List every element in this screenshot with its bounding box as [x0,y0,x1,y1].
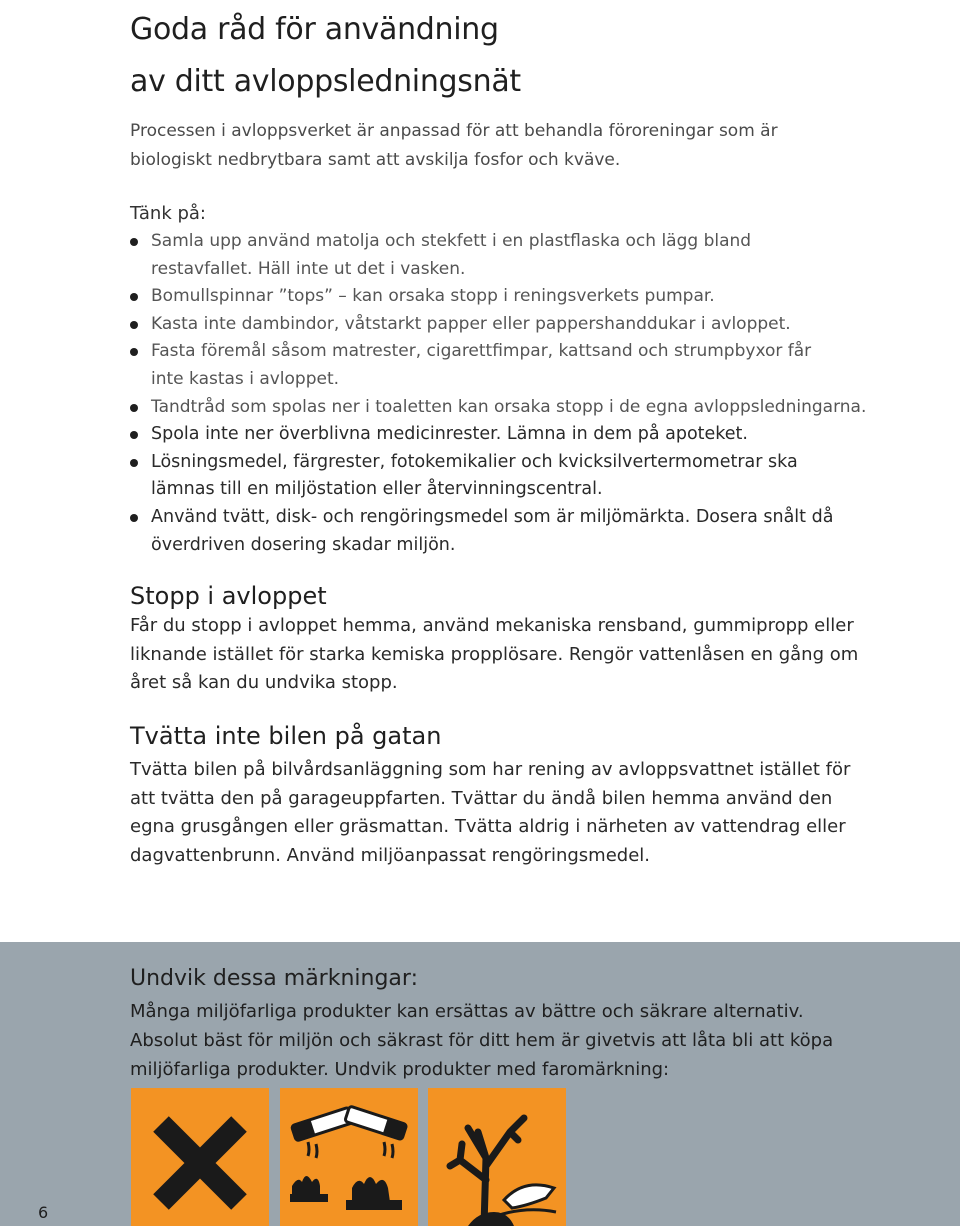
bullet-icon [130,404,138,412]
markningar-paragraph [130,997,930,1084]
page-number: 6 [38,1203,49,1222]
bilen-line: dagvattenbrunn. Använd miljöanpassat rengöringsmedel. [130,844,650,866]
bilen-line: att tvätta den på garageuppfarten. Tvättar du ändå bilen hemma använd den [130,787,833,809]
bullet-icon [130,238,138,246]
list-item-text: lämnas till en miljöstation eller återvinningscentral. [151,479,603,500]
bilen-line: egna grusgången eller gräsmattan. Tvätta aldrig i närheten av vattendrag eller [130,816,846,837]
tips-heading: Tänk på: [130,203,206,224]
bullet-icon [130,293,138,301]
stopp-paragraph [130,612,930,698]
bilen-paragraph [130,756,930,870]
intro-line: biologiskt nedbrytbara samt att avskilja fosfor och kväve. [130,150,621,170]
list-item-text: Lösningsmedel, färgrester, fotokemikalier och kvicksilvertermometrar ska [151,451,798,472]
list-item [130,338,930,393]
markningar-line: Absolut bäst för miljön och säkrast för ditt hem är givetvis att låta bli att köpa [130,1030,834,1051]
list-item-text: Kasta inte dambindor, våtstarkt papper eller pappershanddukar i avloppet. [151,313,791,334]
tips-list [130,228,930,559]
stopp-line: Får du stopp i avloppet hemma, använd mekaniska rensband, gummipropp eller [130,615,854,636]
list-item [130,311,930,339]
markningar-line: Många miljöfarliga produkter kan ersättas av bättre och säkrare alternativ. [130,1001,804,1022]
list-item-text: Tandtråd som spolas ner i toaletten kan orsaka stopp i de egna avloppsledningarna. [151,396,867,417]
markningar-heading: Undvik dessa märkningar: [130,966,418,991]
list-item-text: Använd tvätt, disk- och rengöringsmedel som är miljömärkta. Dosera snålt då [151,506,834,527]
list-item-text: överdriven dosering skadar miljön. [151,534,456,555]
title-line: Goda råd för användning [130,12,499,47]
corrosive-symbol-icon [280,1088,418,1226]
list-item-text: Bomullspinnar ”tops” – kan orsaka stopp i reningsverkets pumpar. [151,286,715,307]
list-item-text: Spola inte ner överblivna medicinrester. Lämna in dem på apoteket. [151,424,748,445]
list-item [130,504,930,559]
environment-hazard-symbol-icon [428,1088,566,1226]
stopp-line: liknande istället för starka kemiska propplösare. Rengör vattenlåsen en gång om [130,643,859,665]
bullet-icon [130,431,138,439]
bilen-line: Tvätta bilen på bilvårdsanläggning som har rening av avloppsvattnet istället för [130,759,851,780]
list-item [130,449,930,504]
list-item [130,394,930,422]
bullet-icon [130,348,138,356]
list-item-text: Fasta föremål såsom matrester, cigarettfimpar, kattsand och strumpbyxor får [151,341,812,362]
list-item [130,421,930,449]
stopp-heading: Stopp i avloppet [130,582,327,610]
intro-line: Processen i avloppsverket är anpassad för att behandla föroreningar som är [130,121,778,141]
bilen-heading: Tvätta inte bilen på gatan [130,722,442,750]
markningar-line: miljöfarliga produkter. Undvik produkter med faromärkning: [130,1059,670,1080]
list-item [130,283,930,311]
list-item-text: Samla upp använd matolja och stekfett i en plastflaska och lägg bland [151,231,752,251]
list-item-text: inte kastas i avloppet. [151,368,340,389]
page-title [130,4,521,108]
intro-paragraph [130,117,920,175]
stopp-line: året så kan du undvika stopp. [130,672,398,693]
harmful-x-symbol-icon [131,1088,269,1226]
bullet-icon [130,514,138,522]
bullet-icon [130,459,138,467]
list-item [130,228,930,283]
list-item-text: restavfallet. Häll inte ut det i vasken. [151,258,466,279]
title-line: av ditt avloppsledningsnät [130,64,521,99]
bullet-icon [130,321,138,329]
